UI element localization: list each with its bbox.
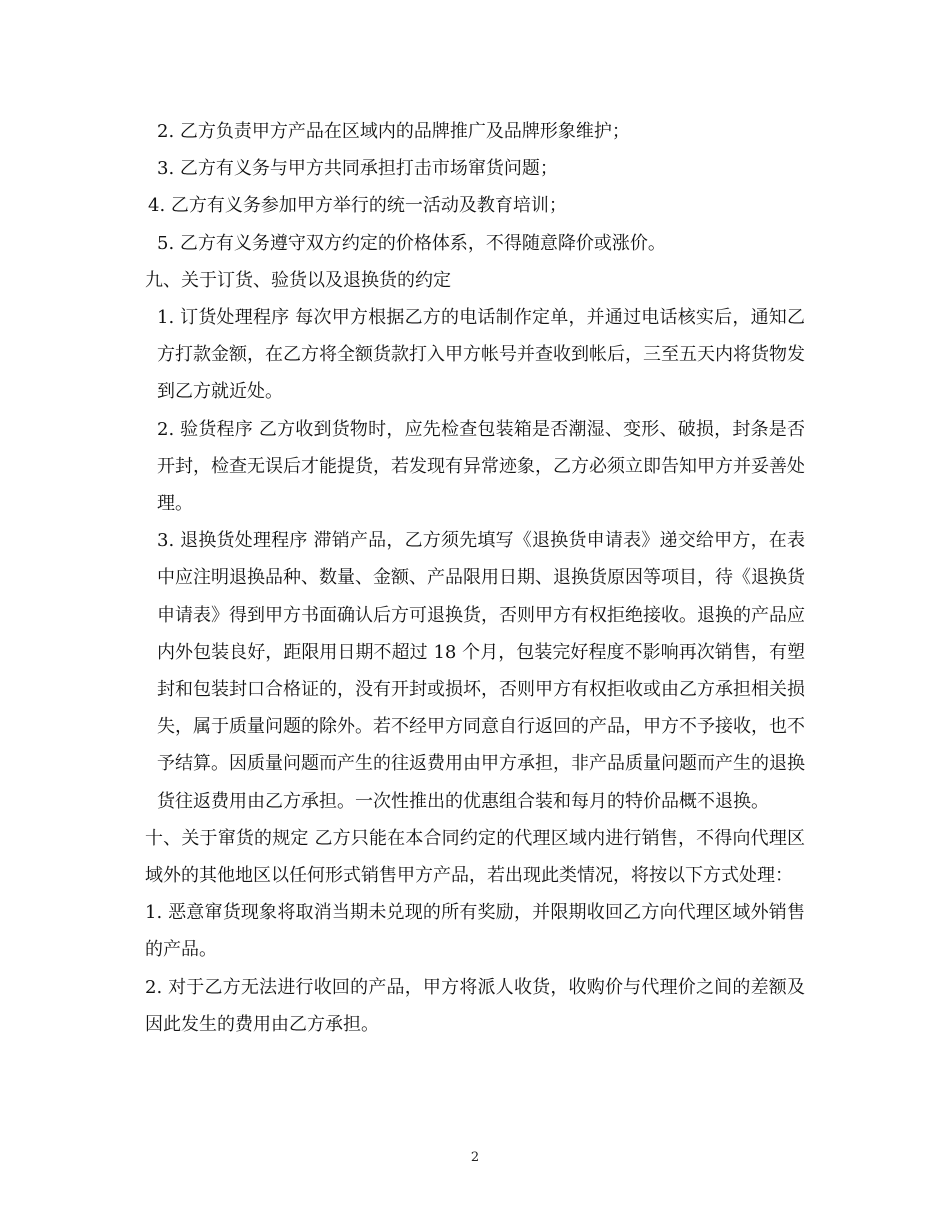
crossregion-rule-2: 2. 对于乙方无法进行收回的产品，甲方将派人收货，收购价与代理价之间的差额及因此发生的费用由乙方承担。 [145,976,805,1035]
document-body [145,113,805,1043]
obligation-item-5: 5. 乙方有义务遵守双方约定的价格体系，不得随意降价或涨价。 [157,232,666,254]
section-heading-nine: 九、关于订货、验货以及退换货的约定 [145,269,451,291]
return-procedure-paragraph: 3. 退换货处理程序 滞销产品，乙方须先填写《退换货申请表》递交给甲方，在表中应注明退换品种、数量、金额、产品限用日期、退换货原因等项目，待《退换货申请表》得到甲方书面确认后方可退换货，否则甲方有权拒绝接收。退换的产品应内外包装良好，距限用日期不超过 18 个月，包装完好程度不影响再次销售，有塑封和包装封口合格证的，没有开封或损坏，否则甲方有权拒收或由乙方承担相关损失，属于质量问题的除外。若不经甲方同意自行返回的产品，甲方不予接收，也不予结算。因质量问题而产生的往返费用由甲方承担，非产品质量问题而产生的退换货往返费用由乙方承担。一次性推出的优惠组合装和每月的特价品概不退换。 [157,530,805,812]
obligation-item-2: 2. 乙方负责甲方产品在区域内的品牌推广及品牌形象维护； [157,121,630,142]
order-procedure-paragraph: 1. 订货处理程序 每次甲方根据乙方的电话制作定单，并通过电话核实后，通知乙方打款金额，在乙方将全额货款打入甲方帐号并查收到帐后，三至五天内将货物发到乙方就近处。 [157,307,805,403]
inspection-procedure-paragraph: 2. 验货程序 乙方收到货物时，应先检查包装箱是否潮湿、变形、破损，封条是否开封，检查无误后才能提货，若发现有异常迹象，乙方必须立即告知甲方并妥善处理。 [157,418,805,515]
obligation-item-4: 4. 乙方有义务参加甲方举行的统一活动及教育培训； [148,195,567,217]
page-number: 2 [470,1150,480,1165]
section-ten-paragraph: 十、关于窜货的规定 乙方只能在本合同约定的代理区域内进行销售，不得向代理区域外的其他地区以任何形式销售甲方产品，若出现此类情况，将按以下方式处理： [145,827,805,887]
obligation-item-3: 3. 乙方有义务与甲方共同承担打击市场窜货问题； [157,158,558,180]
crossregion-rule-1: 1. 恶意窜货现象将取消当期未兑现的所有奖励，并限期收回乙方向代理区域外销售的产品。 [145,902,805,961]
